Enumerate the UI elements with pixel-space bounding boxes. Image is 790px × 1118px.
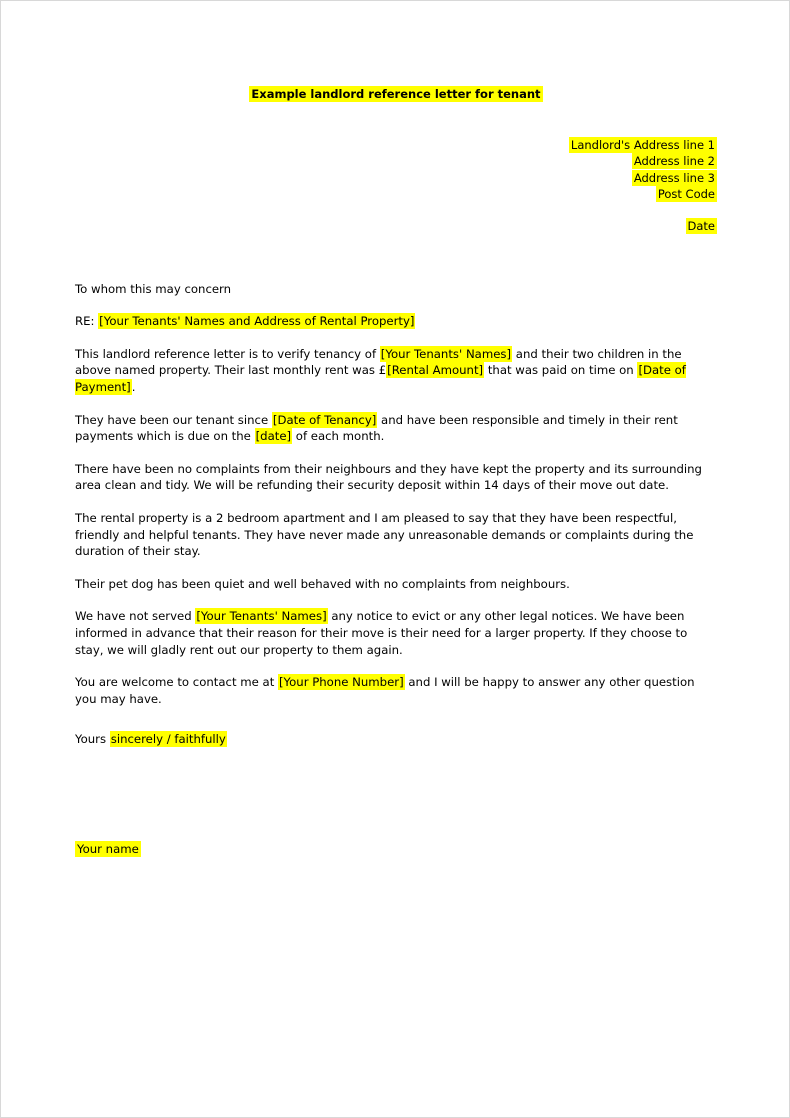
tenant-names-placeholder-2: [Your Tenants' Names] bbox=[196, 609, 327, 624]
paragraph-2: They have been our tenant since [Date of Tenancy] and have been responsible and timely in their rent payments which is due on the [date] of each month. bbox=[75, 412, 678, 444]
subject-line: RE: [Your Tenants' Names and Address of Rental Property] bbox=[75, 314, 415, 329]
paragraph-1: This landlord reference letter is to verify tenancy of [Your Tenants' Names] and their two children in the above named property. Their last monthly rent was £[Rental Amount] that was paid on time on [Date of Payment]. bbox=[75, 346, 686, 394]
date-of-payment-placeholder: [Date of Payment] bbox=[75, 363, 686, 394]
salutation: To whom this may concern bbox=[75, 281, 232, 296]
address-line-3: Address line 3 bbox=[633, 170, 715, 185]
signature-space bbox=[75, 764, 717, 838]
paragraph-3: There have been no complaints from their neighbours and they have kept the property and its surrounding area clean and tidy. We will be refunding their security deposit within 14 days of their move out date. bbox=[75, 461, 702, 493]
signature-name: Your name bbox=[77, 841, 139, 856]
document-content bbox=[75, 1, 717, 857]
paragraph-5: Their pet dog has been quiet and well behaved with no complaints from neighbours. bbox=[75, 576, 570, 591]
paragraph-7: You are welcome to contact me at [Your Phone Number] and I will be happy to answer any other question you may have. bbox=[75, 675, 695, 706]
paragraph-4: The rental property is a 2 bedroom apartment and I am pleased to say that they have been respectful, friendly and helpful tenants. They have never made any unreasonable demands or complaints during the duration of their stay. bbox=[75, 510, 694, 559]
letter-date: Date bbox=[687, 218, 715, 233]
subject-placeholder: [Your Tenants' Names and Address of Rental Property] bbox=[99, 314, 415, 329]
phone-number-placeholder: [Your Phone Number] bbox=[279, 675, 404, 690]
closing-highlight: sincerely / faithfully bbox=[110, 732, 226, 747]
paragraph-6: We have not served [Your Tenants' Names] any notice to evict or any other legal notices. We have been informed in advance that their reason for their move is their need for a larger property. If they choose to stay, we will gladly rent out our property to them again. bbox=[75, 609, 688, 657]
rental-amount-placeholder: [Rental Amount] bbox=[387, 363, 484, 378]
tenant-names-placeholder: [Your Tenants' Names] bbox=[380, 346, 512, 361]
page-title bbox=[75, 87, 717, 101]
date-placeholder: [date] bbox=[255, 429, 292, 444]
closing-line: Yours sincerely / faithfully bbox=[75, 732, 226, 747]
landlord-address-block bbox=[75, 137, 717, 203]
address-line-2: Address line 2 bbox=[633, 154, 715, 169]
date-of-tenancy-placeholder: [Date of Tenancy] bbox=[272, 412, 377, 427]
page-title-text: Example landlord reference letter for tenant bbox=[251, 87, 541, 101]
address-line-1: Landlord's Address line 1 bbox=[570, 138, 715, 152]
address-post-code: Post Code bbox=[657, 187, 715, 202]
letter-body bbox=[75, 281, 717, 857]
